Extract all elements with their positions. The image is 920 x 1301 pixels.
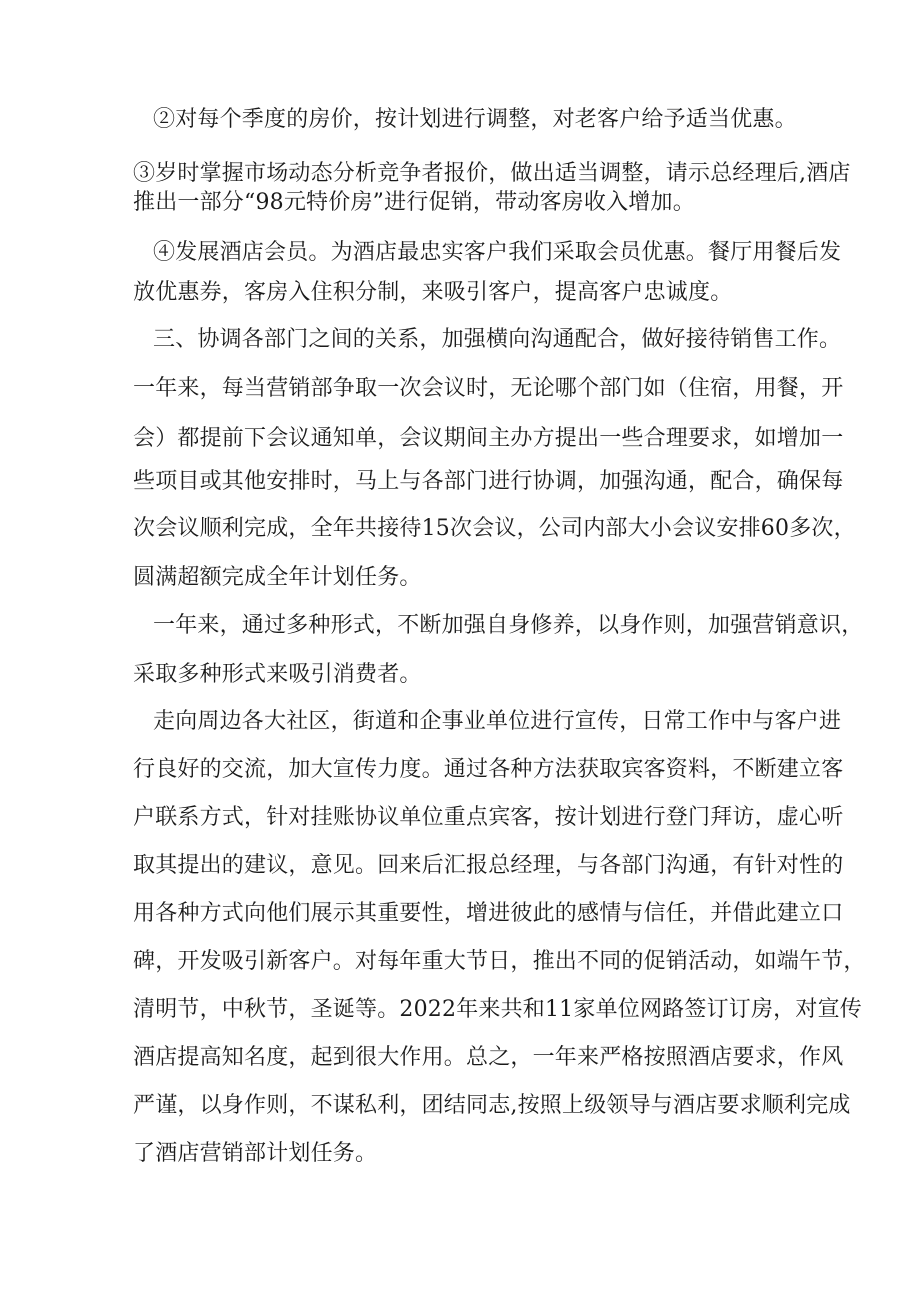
text-line: 行良好的交流，加大宣传力度。通过各种方法获取宾客资料，不断建立客	[133, 757, 844, 782]
text-line: 会）都提前下会议通知单，会议期间主办方提出一些合理要求，如增加一	[133, 426, 844, 451]
text-line: 取其提出的建议，意见。回来后汇报总经理，与各部门沟通，有针对性的	[133, 853, 844, 878]
text-line: 酒店提高知名度，起到很大作用。总之，一年来严格按照酒店要求，作风	[133, 1045, 844, 1070]
text-line: 一年来，每当营销部争取一次会议时，无论哪个部门如（住宿，用餐，开	[133, 376, 844, 401]
text-line: 碑，开发吸引新客户。对每年重大节日，推出不同的促销活动，如端午节，	[133, 949, 866, 974]
text-line: 清明节，中秋节，圣诞等。2022年来共和11家单位网路签订订房，对宣传	[133, 997, 862, 1022]
text-line: 走向周边各大社区，街道和企事业单位进行宣传，日常工作中与客户进	[153, 709, 842, 734]
text-line: 圆满超额完成全年计划任务。	[133, 565, 422, 590]
text-line: 推出一部分“98元特价房”进行促销，带动客房收入增加。	[133, 190, 695, 215]
text-line: 采取多种形式来吸引消费者。	[133, 662, 422, 687]
text-line: 了酒店营销部计划任务。	[133, 1141, 378, 1166]
text-line: 用各种方式向他们展示其重要性，增进彼此的感情与信任，并借此建立口	[133, 901, 844, 926]
text-line: 严谨，以身作则，不谋私利，团结同志,按照上级领导与酒店要求顺利完成	[133, 1093, 851, 1118]
text-line: 户联系方式，针对挂账协议单位重点宾客，按计划进行登门拜访，虚心听	[133, 805, 844, 830]
text-line: 三、协调各部门之间的关系，加强横向沟通配合，做好接待销售工作。	[153, 327, 842, 352]
text-line: ④发展酒店会员。为酒店最忠实客户我们采取会员优惠。餐厅用餐后发	[153, 240, 842, 265]
text-line: 次会议顺利完成，全年共接待15次会议，公司内部大小会议安排60多次，	[133, 516, 856, 541]
text-line: 一年来，通过多种形式，不断加强自身修养，以身作则，加强营销意识，	[153, 613, 864, 638]
text-line: 放优惠券，客房入住积分制，来吸引客户，提高客户忠诚度。	[133, 280, 733, 305]
text-line: 些项目或其他安排时，马上与各部门进行协调，加强沟通，配合，确保每	[133, 469, 844, 494]
text-line: ②对每个季度的房价，按计划进行调整，对老客户给予适当优惠。	[153, 107, 797, 132]
text-line: ③岁时掌握市场动态分析竞争者报价，做出适当调整，请示总经理后,酒店	[133, 161, 851, 186]
